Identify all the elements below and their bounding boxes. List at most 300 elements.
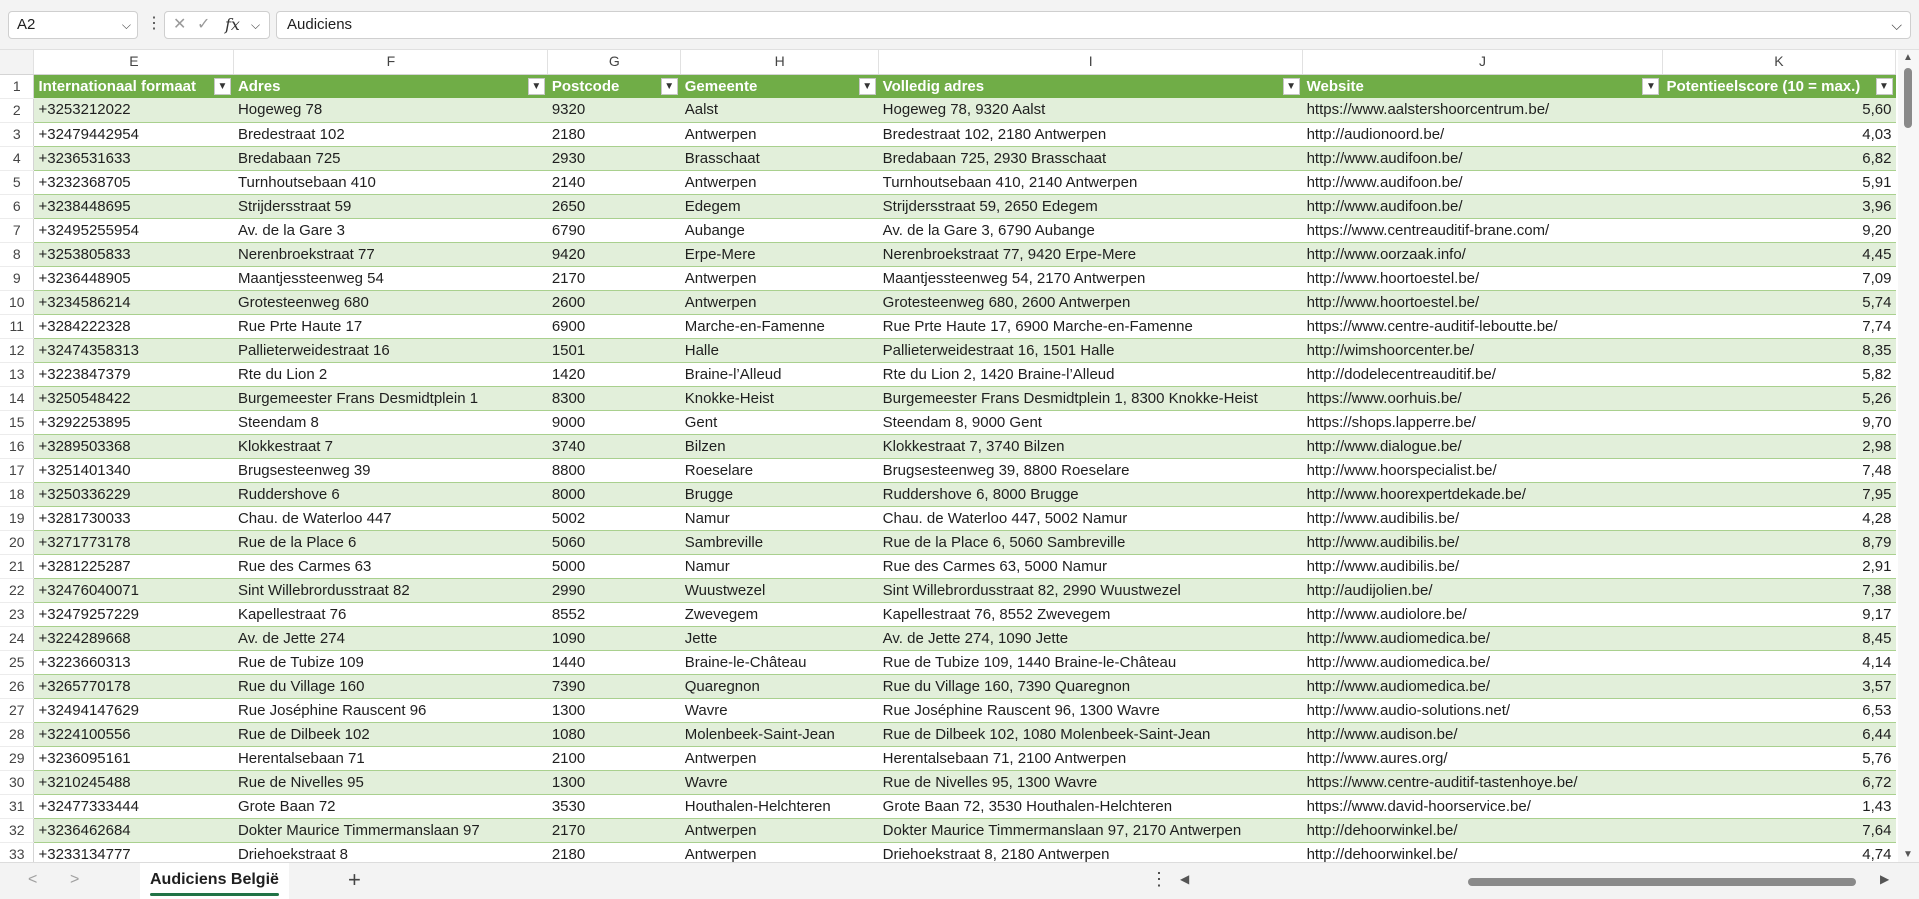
- cell-tel[interactable]: +32477333444: [34, 794, 234, 818]
- row-number[interactable]: 10: [0, 290, 34, 314]
- row-number[interactable]: 19: [0, 506, 34, 530]
- row-number[interactable]: 8: [0, 242, 34, 266]
- row-number[interactable]: 31: [0, 794, 34, 818]
- cell-website[interactable]: http://www.aures.org/: [1303, 746, 1663, 770]
- cell-adres[interactable]: Rue de Nivelles 95: [234, 770, 548, 794]
- cell-score[interactable]: 4,74: [1662, 842, 1895, 862]
- cell-volledig[interactable]: Rue de Tubize 109, 1440 Braine-le-Château: [879, 650, 1303, 674]
- cell-score[interactable]: 7,09: [1662, 266, 1895, 290]
- cell-gemeente[interactable]: Aalst: [681, 98, 879, 122]
- cell-score[interactable]: 5,74: [1662, 290, 1895, 314]
- cell-volledig[interactable]: Rue de Dilbeek 102, 1080 Molenbeek-Saint-Jean: [879, 722, 1303, 746]
- function-icon[interactable]: fx: [225, 15, 240, 34]
- row-number[interactable]: 5: [0, 170, 34, 194]
- cell-volledig[interactable]: Driehoekstraat 8, 2180 Antwerpen: [879, 842, 1303, 862]
- cell-tel[interactable]: +3210245488: [34, 770, 234, 794]
- cell-website[interactable]: http://www.audiomedica.be/: [1303, 674, 1663, 698]
- cell-volledig[interactable]: Rue Joséphine Rauscent 96, 1300 Wavre: [879, 698, 1303, 722]
- cell-gemeente[interactable]: Marche-en-Famenne: [681, 314, 879, 338]
- cell-score[interactable]: 7,95: [1662, 482, 1895, 506]
- cell-score[interactable]: 6,82: [1662, 146, 1895, 170]
- cell-tel[interactable]: +3238448695: [34, 194, 234, 218]
- sheet-tab-audiciens[interactable]: [140, 863, 289, 899]
- cell-score[interactable]: 9,17: [1662, 602, 1895, 626]
- cell-website[interactable]: http://dehoorwinkel.be/: [1303, 818, 1663, 842]
- cell-gemeente[interactable]: Roeselare: [681, 458, 879, 482]
- cell-adres[interactable]: Rue des Carmes 63: [234, 554, 548, 578]
- cell-postcode[interactable]: 8800: [548, 458, 681, 482]
- cell-adres[interactable]: Burgemeester Frans Desmidtplein 1: [234, 386, 548, 410]
- cell-volledig[interactable]: Av. de la Gare 3, 6790 Aubange: [879, 218, 1303, 242]
- cell-gemeente[interactable]: Antwerpen: [681, 842, 879, 862]
- row-number[interactable]: 15: [0, 410, 34, 434]
- cell-tel[interactable]: +3253805833: [34, 242, 234, 266]
- cell-score[interactable]: 9,70: [1662, 410, 1895, 434]
- cell-website[interactable]: http://www.audibilis.be/: [1303, 554, 1663, 578]
- row-number[interactable]: 20: [0, 530, 34, 554]
- cell-gemeente[interactable]: Edegem: [681, 194, 879, 218]
- cell-postcode[interactable]: 8000: [548, 482, 681, 506]
- horizontal-scroll-thumb[interactable]: [1468, 878, 1856, 886]
- cell-adres[interactable]: Bredabaan 725: [234, 146, 548, 170]
- cell-tel[interactable]: +3236462684: [34, 818, 234, 842]
- cell-gemeente[interactable]: Antwerpen: [681, 266, 879, 290]
- chevron-right-icon[interactable]: >: [70, 871, 80, 888]
- column-header[interactable]: G: [548, 50, 681, 74]
- row-number[interactable]: 9: [0, 266, 34, 290]
- cell-website[interactable]: http://www.audibilis.be/: [1303, 530, 1663, 554]
- cell-adres[interactable]: Ruddershove 6: [234, 482, 548, 506]
- cell-website[interactable]: http://www.audio-solutions.net/: [1303, 698, 1663, 722]
- cell-volledig[interactable]: Herentalsebaan 71, 2100 Antwerpen: [879, 746, 1303, 770]
- cell-gemeente[interactable]: Namur: [681, 554, 879, 578]
- cell-volledig[interactable]: Bredabaan 725, 2930 Brasschaat: [879, 146, 1303, 170]
- cell-postcode[interactable]: 1420: [548, 362, 681, 386]
- table-header-cell[interactable]: [681, 74, 879, 98]
- cell-postcode[interactable]: 9000: [548, 410, 681, 434]
- cell-adres[interactable]: Turnhoutsebaan 410: [234, 170, 548, 194]
- cell-postcode[interactable]: 5000: [548, 554, 681, 578]
- cell-tel[interactable]: +3251401340: [34, 458, 234, 482]
- filter-dropdown-icon[interactable]: ▼: [859, 78, 876, 95]
- row-number[interactable]: 21: [0, 554, 34, 578]
- cell-volledig[interactable]: Strijdersstraat 59, 2650 Edegem: [879, 194, 1303, 218]
- cell-volledig[interactable]: Av. de Jette 274, 1090 Jette: [879, 626, 1303, 650]
- cell-adres[interactable]: Maantjessteenweg 54: [234, 266, 548, 290]
- cell-volledig[interactable]: Rue de Nivelles 95, 1300 Wavre: [879, 770, 1303, 794]
- cell-adres[interactable]: Herentalsebaan 71: [234, 746, 548, 770]
- cell-adres[interactable]: Bredestraat 102: [234, 122, 548, 146]
- chevron-down-icon[interactable]: ⌵: [251, 18, 261, 32]
- row-number[interactable]: 23: [0, 602, 34, 626]
- cell-tel[interactable]: +3233134777: [34, 842, 234, 862]
- cell-tel[interactable]: +3250336229: [34, 482, 234, 506]
- cell-tel[interactable]: +3236531633: [34, 146, 234, 170]
- cancel-icon[interactable]: ✕: [173, 16, 187, 33]
- cell-score[interactable]: 9,20: [1662, 218, 1895, 242]
- cell-postcode[interactable]: 8300: [548, 386, 681, 410]
- add-icon[interactable]: +: [348, 867, 361, 892]
- cell-score[interactable]: 8,35: [1662, 338, 1895, 362]
- cell-gemeente[interactable]: Molenbeek-Saint-Jean: [681, 722, 879, 746]
- cell-postcode[interactable]: 2170: [548, 266, 681, 290]
- cell-volledig[interactable]: Rue des Carmes 63, 5000 Namur: [879, 554, 1303, 578]
- cell-adres[interactable]: Rue Joséphine Rauscent 96: [234, 698, 548, 722]
- filter-dropdown-icon[interactable]: ▼: [528, 78, 545, 95]
- row-number[interactable]: 24: [0, 626, 34, 650]
- cell-gemeente[interactable]: Wuustwezel: [681, 578, 879, 602]
- cell-adres[interactable]: Sint Willebrordusstraat 82: [234, 578, 548, 602]
- cell-score[interactable]: 6,72: [1662, 770, 1895, 794]
- cell-volledig[interactable]: Nerenbroekstraat 77, 9420 Erpe-Mere: [879, 242, 1303, 266]
- row-number[interactable]: 4: [0, 146, 34, 170]
- cell-gemeente[interactable]: Sambreville: [681, 530, 879, 554]
- cell-gemeente[interactable]: Jette: [681, 626, 879, 650]
- cell-gemeente[interactable]: Antwerpen: [681, 122, 879, 146]
- cell-volledig[interactable]: Rue de la Place 6, 5060 Sambreville: [879, 530, 1303, 554]
- cell-tel[interactable]: +32474358313: [34, 338, 234, 362]
- cell-tel[interactable]: +3271773178: [34, 530, 234, 554]
- cell-score[interactable]: 7,74: [1662, 314, 1895, 338]
- cell-score[interactable]: 3,57: [1662, 674, 1895, 698]
- row-number[interactable]: 33: [0, 842, 34, 862]
- row-number[interactable]: 27: [0, 698, 34, 722]
- row-number[interactable]: 32: [0, 818, 34, 842]
- cell-tel[interactable]: +32495255954: [34, 218, 234, 242]
- cell-gemeente[interactable]: Antwerpen: [681, 746, 879, 770]
- cell-postcode[interactable]: 2180: [548, 842, 681, 862]
- row-number[interactable]: 28: [0, 722, 34, 746]
- cell-website[interactable]: http://www.hoortoestel.be/: [1303, 290, 1663, 314]
- cell-adres[interactable]: Rue de la Place 6: [234, 530, 548, 554]
- cell-website[interactable]: https://www.centre-auditif-leboutte.be/: [1303, 314, 1663, 338]
- row-number[interactable]: 26: [0, 674, 34, 698]
- cell-gemeente[interactable]: Houthalen-Helchteren: [681, 794, 879, 818]
- vertical-scrollbar[interactable]: [1898, 50, 1919, 862]
- cell-postcode[interactable]: 2990: [548, 578, 681, 602]
- cell-tel[interactable]: +32479442954: [34, 122, 234, 146]
- row-number[interactable]: 11: [0, 314, 34, 338]
- cell-tel[interactable]: +3223847379: [34, 362, 234, 386]
- cell-gemeente[interactable]: Antwerpen: [681, 170, 879, 194]
- cell-score[interactable]: 4,14: [1662, 650, 1895, 674]
- cell-score[interactable]: 2,98: [1662, 434, 1895, 458]
- more-vertical-icon[interactable]: ⋮: [146, 15, 162, 32]
- worksheet-grid[interactable]: [0, 50, 1896, 862]
- row-number[interactable]: 6: [0, 194, 34, 218]
- row-number[interactable]: 30: [0, 770, 34, 794]
- cell-score[interactable]: 4,03: [1662, 122, 1895, 146]
- cell-volledig[interactable]: Rte du Lion 2, 1420 Braine-l’Alleud: [879, 362, 1303, 386]
- cell-gemeente[interactable]: Aubange: [681, 218, 879, 242]
- cell-score[interactable]: 5,26: [1662, 386, 1895, 410]
- cell-website[interactable]: https://www.david-hoorservice.be/: [1303, 794, 1663, 818]
- cell-adres[interactable]: Strijdersstraat 59: [234, 194, 548, 218]
- cell-volledig[interactable]: Rue Prte Haute 17, 6900 Marche-en-Famenne: [879, 314, 1303, 338]
- cell-postcode[interactable]: 1300: [548, 698, 681, 722]
- chevron-down-icon[interactable]: ⌵: [1891, 17, 1902, 33]
- cell-volledig[interactable]: Dokter Maurice Timmermanslaan 97, 2170 Antwerpen: [879, 818, 1303, 842]
- cell-website[interactable]: http://www.audifoon.be/: [1303, 146, 1663, 170]
- cell-postcode[interactable]: 9420: [548, 242, 681, 266]
- cell-website[interactable]: http://audijolien.be/: [1303, 578, 1663, 602]
- cell-postcode[interactable]: 7390: [548, 674, 681, 698]
- cell-tel[interactable]: +3236095161: [34, 746, 234, 770]
- cell-postcode[interactable]: 1080: [548, 722, 681, 746]
- cell-volledig[interactable]: Hogeweg 78, 9320 Aalst: [879, 98, 1303, 122]
- cell-adres[interactable]: Rue du Village 160: [234, 674, 548, 698]
- cell-website[interactable]: http://www.audifoon.be/: [1303, 170, 1663, 194]
- cell-postcode[interactable]: 5060: [548, 530, 681, 554]
- cell-volledig[interactable]: Kapellestraat 76, 8552 Zwevegem: [879, 602, 1303, 626]
- chevron-left-icon[interactable]: <: [28, 871, 38, 888]
- row-number[interactable]: 17: [0, 458, 34, 482]
- cell-gemeente[interactable]: Bilzen: [681, 434, 879, 458]
- cell-website[interactable]: https://www.aalstershoorcentrum.be/: [1303, 98, 1663, 122]
- cell-adres[interactable]: Brugsesteenweg 39: [234, 458, 548, 482]
- cell-gemeente[interactable]: Knokke-Heist: [681, 386, 879, 410]
- cell-postcode[interactable]: 2180: [548, 122, 681, 146]
- cell-score[interactable]: 4,45: [1662, 242, 1895, 266]
- cell-volledig[interactable]: Grote Baan 72, 3530 Houthalen-Helchteren: [879, 794, 1303, 818]
- cell-postcode[interactable]: 2930: [548, 146, 681, 170]
- cell-postcode[interactable]: 2170: [548, 818, 681, 842]
- cell-volledig[interactable]: Brugsesteenweg 39, 8800 Roeselare: [879, 458, 1303, 482]
- cell-gemeente[interactable]: Antwerpen: [681, 818, 879, 842]
- cell-gemeente[interactable]: Wavre: [681, 770, 879, 794]
- table-header-cell[interactable]: [548, 74, 681, 98]
- formula-input[interactable]: [276, 11, 1911, 39]
- cell-website[interactable]: https://www.centre-auditif-tastenhoye.be/: [1303, 770, 1663, 794]
- row-number[interactable]: 12: [0, 338, 34, 362]
- cell-website[interactable]: https://shops.lapperre.be/: [1303, 410, 1663, 434]
- cell-volledig[interactable]: Ruddershove 6, 8000 Brugge: [879, 482, 1303, 506]
- cell-score[interactable]: 5,60: [1662, 98, 1895, 122]
- cell-postcode[interactable]: 6900: [548, 314, 681, 338]
- cell-postcode[interactable]: 1440: [548, 650, 681, 674]
- row-number[interactable]: 7: [0, 218, 34, 242]
- cell-website[interactable]: http://www.audibilis.be/: [1303, 506, 1663, 530]
- cell-volledig[interactable]: Grotesteenweg 680, 2600 Antwerpen: [879, 290, 1303, 314]
- row-number[interactable]: 18: [0, 482, 34, 506]
- cell-volledig[interactable]: Burgemeester Frans Desmidtplein 1, 8300 Knokke-Heist: [879, 386, 1303, 410]
- scroll-down-icon[interactable]: ▼: [1903, 849, 1913, 860]
- column-header[interactable]: F: [234, 50, 548, 74]
- horizontal-scrollbar[interactable]: [1198, 878, 1884, 886]
- cell-score[interactable]: 5,76: [1662, 746, 1895, 770]
- cell-postcode[interactable]: 8552: [548, 602, 681, 626]
- column-header[interactable]: I: [879, 50, 1303, 74]
- cell-adres[interactable]: Rue Prte Haute 17: [234, 314, 548, 338]
- cell-gemeente[interactable]: Brasschaat: [681, 146, 879, 170]
- cell-volledig[interactable]: Maantjessteenweg 54, 2170 Antwerpen: [879, 266, 1303, 290]
- cell-tel[interactable]: +3281730033: [34, 506, 234, 530]
- cell-adres[interactable]: Av. de Jette 274: [234, 626, 548, 650]
- row-number[interactable]: 14: [0, 386, 34, 410]
- cell-volledig[interactable]: Klokkestraat 7, 3740 Bilzen: [879, 434, 1303, 458]
- cell-adres[interactable]: Hogeweg 78: [234, 98, 548, 122]
- cell-postcode[interactable]: 2140: [548, 170, 681, 194]
- cell-adres[interactable]: Nerenbroekstraat 77: [234, 242, 548, 266]
- cell-tel[interactable]: +3253212022: [34, 98, 234, 122]
- cell-adres[interactable]: Av. de la Gare 3: [234, 218, 548, 242]
- filter-dropdown-icon[interactable]: ▼: [661, 78, 678, 95]
- cell-gemeente[interactable]: Zwevegem: [681, 602, 879, 626]
- cell-postcode[interactable]: 2100: [548, 746, 681, 770]
- cell-tel[interactable]: +32494147629: [34, 698, 234, 722]
- cell-tel[interactable]: +3281225287: [34, 554, 234, 578]
- cell-gemeente[interactable]: Halle: [681, 338, 879, 362]
- cell-score[interactable]: 7,48: [1662, 458, 1895, 482]
- table-header-cell[interactable]: [1303, 74, 1663, 98]
- cell-adres[interactable]: Grotesteenweg 680: [234, 290, 548, 314]
- cell-score[interactable]: 8,79: [1662, 530, 1895, 554]
- row-number[interactable]: 2: [0, 98, 34, 122]
- cell-gemeente[interactable]: Braine-le-Château: [681, 650, 879, 674]
- cell-tel[interactable]: +3232368705: [34, 170, 234, 194]
- column-header[interactable]: J: [1303, 50, 1663, 74]
- cell-website[interactable]: https://www.centreauditif-brane.com/: [1303, 218, 1663, 242]
- cell-adres[interactable]: Grote Baan 72: [234, 794, 548, 818]
- cell-tel[interactable]: +3289503368: [34, 434, 234, 458]
- row-number[interactable]: 13: [0, 362, 34, 386]
- filter-dropdown-icon[interactable]: ▼: [1876, 78, 1893, 95]
- chevron-down-icon[interactable]: ⌵: [121, 18, 131, 32]
- cell-adres[interactable]: Klokkestraat 7: [234, 434, 548, 458]
- cell-adres[interactable]: Rte du Lion 2: [234, 362, 548, 386]
- cell-volledig[interactable]: Steendam 8, 9000 Gent: [879, 410, 1303, 434]
- cell-tel[interactable]: +3224100556: [34, 722, 234, 746]
- cell-tel[interactable]: +3250548422: [34, 386, 234, 410]
- cell-gemeente[interactable]: Brugge: [681, 482, 879, 506]
- cell-volledig[interactable]: Bredestraat 102, 2180 Antwerpen: [879, 122, 1303, 146]
- cell-postcode[interactable]: 3530: [548, 794, 681, 818]
- cell-adres[interactable]: Pallieterweidestraat 16: [234, 338, 548, 362]
- cell-score[interactable]: 5,91: [1662, 170, 1895, 194]
- cell-adres[interactable]: Kapellestraat 76: [234, 602, 548, 626]
- cell-gemeente[interactable]: Gent: [681, 410, 879, 434]
- cell-score[interactable]: 7,64: [1662, 818, 1895, 842]
- row-number[interactable]: 1: [0, 74, 34, 98]
- cell-postcode[interactable]: 6790: [548, 218, 681, 242]
- cell-score[interactable]: 6,44: [1662, 722, 1895, 746]
- cell-adres[interactable]: Rue de Tubize 109: [234, 650, 548, 674]
- cell-volledig[interactable]: Chau. de Waterloo 447, 5002 Namur: [879, 506, 1303, 530]
- cell-gemeente[interactable]: Antwerpen: [681, 290, 879, 314]
- cell-website[interactable]: http://audionoord.be/: [1303, 122, 1663, 146]
- cell-volledig[interactable]: Pallieterweidestraat 16, 1501 Halle: [879, 338, 1303, 362]
- cell-score[interactable]: 1,43: [1662, 794, 1895, 818]
- cell-website[interactable]: http://www.oorzaak.info/: [1303, 242, 1663, 266]
- cell-adres[interactable]: Dokter Maurice Timmermanslaan 97: [234, 818, 548, 842]
- column-header[interactable]: K: [1662, 50, 1895, 74]
- cell-adres[interactable]: Driehoekstraat 8: [234, 842, 548, 862]
- cell-website[interactable]: http://www.hoorexpertdekade.be/: [1303, 482, 1663, 506]
- cell-tel[interactable]: +32479257229: [34, 602, 234, 626]
- cell-postcode[interactable]: 1300: [548, 770, 681, 794]
- column-header[interactable]: H: [681, 50, 879, 74]
- cell-adres[interactable]: Steendam 8: [234, 410, 548, 434]
- cell-postcode[interactable]: 2650: [548, 194, 681, 218]
- row-number[interactable]: 3: [0, 122, 34, 146]
- cell-postcode[interactable]: 3740: [548, 434, 681, 458]
- cell-website[interactable]: http://dodelecentreauditif.be/: [1303, 362, 1663, 386]
- scroll-right-icon[interactable]: ▶: [1880, 872, 1890, 886]
- select-all-corner[interactable]: [0, 50, 34, 74]
- enter-icon[interactable]: ✓: [197, 16, 211, 33]
- cell-postcode[interactable]: 9320: [548, 98, 681, 122]
- cell-score[interactable]: 5,82: [1662, 362, 1895, 386]
- cell-website[interactable]: http://wimshoorcenter.be/: [1303, 338, 1663, 362]
- cell-website[interactable]: http://www.audison.be/: [1303, 722, 1663, 746]
- table-header-cell[interactable]: [34, 74, 234, 98]
- cell-gemeente[interactable]: Namur: [681, 506, 879, 530]
- cell-gemeente[interactable]: Braine-l’Alleud: [681, 362, 879, 386]
- cell-score[interactable]: 3,96: [1662, 194, 1895, 218]
- cell-website[interactable]: http://www.audiomedica.be/: [1303, 626, 1663, 650]
- cell-adres[interactable]: Rue de Dilbeek 102: [234, 722, 548, 746]
- cell-postcode[interactable]: 2600: [548, 290, 681, 314]
- cell-tel[interactable]: +3234586214: [34, 290, 234, 314]
- filter-dropdown-icon[interactable]: ▼: [1642, 78, 1659, 95]
- cell-score[interactable]: 7,38: [1662, 578, 1895, 602]
- cell-website[interactable]: http://www.dialogue.be/: [1303, 434, 1663, 458]
- cell-score[interactable]: 8,45: [1662, 626, 1895, 650]
- cell-website[interactable]: http://www.hoortoestel.be/: [1303, 266, 1663, 290]
- cell-tel[interactable]: +3236448905: [34, 266, 234, 290]
- row-number[interactable]: 16: [0, 434, 34, 458]
- cell-score[interactable]: 4,28: [1662, 506, 1895, 530]
- cell-score[interactable]: 6,53: [1662, 698, 1895, 722]
- cell-volledig[interactable]: Turnhoutsebaan 410, 2140 Antwerpen: [879, 170, 1303, 194]
- cell-volledig[interactable]: Rue du Village 160, 7390 Quaregnon: [879, 674, 1303, 698]
- scroll-up-icon[interactable]: ▲: [1903, 52, 1913, 63]
- table-header-cell[interactable]: [879, 74, 1303, 98]
- row-number[interactable]: 29: [0, 746, 34, 770]
- cell-tel[interactable]: +3265770178: [34, 674, 234, 698]
- cell-website[interactable]: http://www.hoorspecialist.be/: [1303, 458, 1663, 482]
- cell-gemeente[interactable]: Quaregnon: [681, 674, 879, 698]
- cell-website[interactable]: http://www.audiolore.be/: [1303, 602, 1663, 626]
- table-header-cell[interactable]: [1662, 74, 1895, 98]
- cell-website[interactable]: http://www.audifoon.be/: [1303, 194, 1663, 218]
- table-header-cell[interactable]: [234, 74, 548, 98]
- cell-gemeente[interactable]: Wavre: [681, 698, 879, 722]
- cell-gemeente[interactable]: Erpe-Mere: [681, 242, 879, 266]
- cell-postcode[interactable]: 1501: [548, 338, 681, 362]
- cell-website[interactable]: https://www.oorhuis.be/: [1303, 386, 1663, 410]
- row-number[interactable]: 25: [0, 650, 34, 674]
- cell-postcode[interactable]: 5002: [548, 506, 681, 530]
- cell-tel[interactable]: +3284222328: [34, 314, 234, 338]
- cell-volledig[interactable]: Sint Willebrordusstraat 82, 2990 Wuustwezel: [879, 578, 1303, 602]
- cell-tel[interactable]: +3224289668: [34, 626, 234, 650]
- cell-website[interactable]: http://www.audiomedica.be/: [1303, 650, 1663, 674]
- filter-dropdown-icon[interactable]: ▼: [214, 78, 231, 95]
- cell-postcode[interactable]: 1090: [548, 626, 681, 650]
- column-header[interactable]: E: [34, 50, 234, 74]
- scroll-left-icon[interactable]: ◀: [1180, 872, 1190, 886]
- cell-website[interactable]: http://dehoorwinkel.be/: [1303, 842, 1663, 862]
- cell-tel[interactable]: +32476040071: [34, 578, 234, 602]
- vertical-scroll-thumb[interactable]: [1904, 68, 1912, 128]
- more-vertical-icon[interactable]: ⋮: [1150, 869, 1168, 889]
- cell-adres[interactable]: Chau. de Waterloo 447: [234, 506, 548, 530]
- row-number[interactable]: 22: [0, 578, 34, 602]
- cell-tel[interactable]: +3292253895: [34, 410, 234, 434]
- cell-score[interactable]: 2,91: [1662, 554, 1895, 578]
- filter-dropdown-icon[interactable]: ▼: [1283, 78, 1300, 95]
